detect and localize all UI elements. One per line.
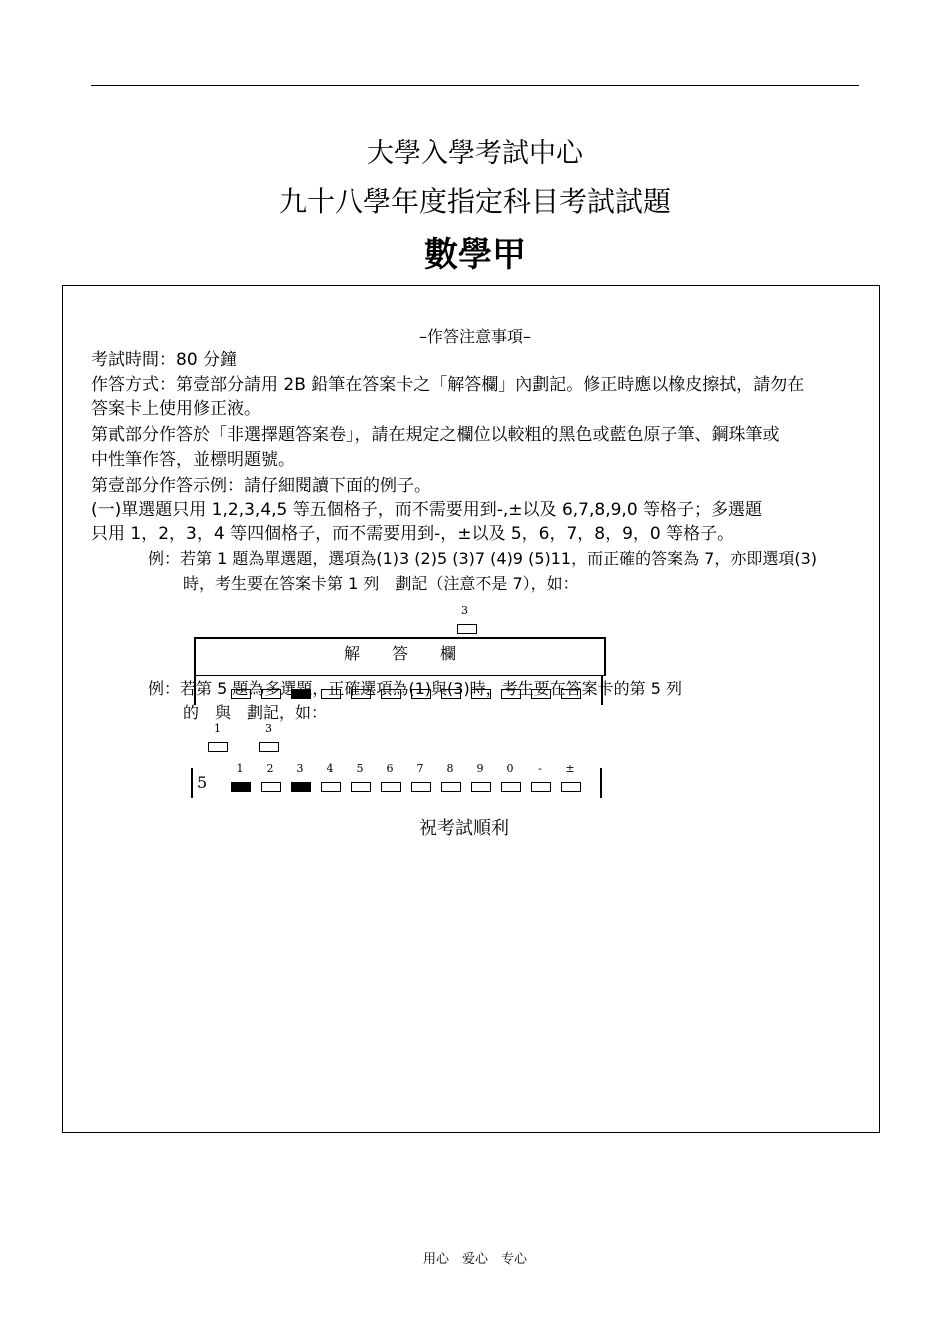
answer-row-left-edge: [191, 768, 193, 798]
notice-line-time: 考試時間：80 分鐘: [91, 350, 238, 370]
answer-cell-label: 3: [296, 762, 304, 775]
answer-cell-label: 5: [356, 762, 364, 775]
answer-cell: [471, 782, 491, 792]
blessing-text: 祝考試順利: [419, 818, 509, 839]
notice-line-part2: 第貳部分作答於「非選擇題答案卷」，請在規定之欄位以較粗的黑色或藍色原子筆、鋼珠筆或: [91, 425, 780, 445]
example2-above-box-3: [259, 742, 279, 752]
example2-line2: 的 與 劃記，如：: [183, 703, 328, 722]
answer-cell-label: 7: [416, 762, 424, 775]
answer-cell-label: 8: [446, 762, 454, 775]
example2-line1: 例：若第 5 題為多選題，正確選項為(1)與(3)時，考生要在答案卡的第 5 列: [148, 679, 683, 698]
example1-line1: 例：若第 1 題為單選題，選項為(1)3 (2)5 (3)7 (4)9 (5)11，而正確的答案為 7，亦即選項(3): [148, 549, 818, 568]
answer-cell: [411, 782, 431, 792]
notice-line-example-intro: 第壹部分作答示例：請仔細閱讀下面的例子。: [91, 476, 431, 496]
notice-line-method-cont: 答案卡上使用修正液。: [91, 399, 261, 419]
answer-cell: [501, 782, 521, 792]
notice-line-rule2: 只用 1，2，3，4 等四個格子，而不需要用到-，±以及 5，6，7，8，9，0 等格子。: [91, 524, 735, 544]
top-rule: [91, 85, 859, 86]
answer-cell-label: 2: [266, 762, 274, 775]
footer-text: 用心 爱心 专心: [422, 1252, 527, 1267]
notice-heading: –作答注意事項–: [418, 327, 531, 346]
answer-cell: [381, 782, 401, 792]
notice-line-rule1: (一)單選題只用 1,2,3,4,5 等五個格子，而不需要用到-,±以及 6,7,8,9,0 等格子；多選題: [91, 500, 763, 520]
notice-line-part2-cont: 中性筆作答，並標明題號。: [91, 450, 295, 470]
example1-above-label: 3: [461, 604, 468, 617]
exam-year-title: 九十八學年度指定科目考試試題: [278, 185, 671, 218]
example2-above-label-1: 1: [214, 722, 221, 735]
answer-cell-label: -: [538, 762, 542, 775]
answer-cell: [321, 782, 341, 792]
answer-cell: [351, 782, 371, 792]
example2-above-label-3: 3: [265, 722, 272, 735]
example2-above-box-1: [208, 742, 228, 752]
answer-cell-label: 1: [236, 762, 244, 775]
answer-cell: [441, 782, 461, 792]
example1-line2: 時，考生要在答案卡第 1 列 劃記（注意不是 7），如：: [183, 574, 579, 593]
answer-row-label: 5: [197, 773, 208, 792]
answer-cell: [531, 782, 551, 792]
answer-cell-marked: [231, 782, 251, 792]
answer-cell: [561, 782, 581, 792]
answer-panel-header: [194, 637, 606, 676]
exam-center-title: 大學入學考試中心: [367, 138, 583, 169]
answer-cell-label: 6: [386, 762, 394, 775]
answer-cell-label: 9: [476, 762, 484, 775]
answer-cell-label: 0: [506, 762, 514, 775]
answer-row-right-edge: [600, 768, 602, 798]
example1-above-box: [457, 624, 477, 634]
answer-cell: [261, 782, 281, 792]
answer-cell-label: ±: [565, 762, 575, 775]
answer-panel-title: 解 答 欄: [343, 644, 456, 663]
subject-title: 數學甲: [424, 235, 526, 275]
notice-line-method: 作答方式：第壹部分請用 2B 鉛筆在答案卡之「解答欄」內劃記。修正時應以橡皮擦拭，請勿在: [91, 375, 805, 395]
answer-cell-label: 4: [326, 762, 334, 775]
answer-cell-marked: [291, 782, 311, 792]
